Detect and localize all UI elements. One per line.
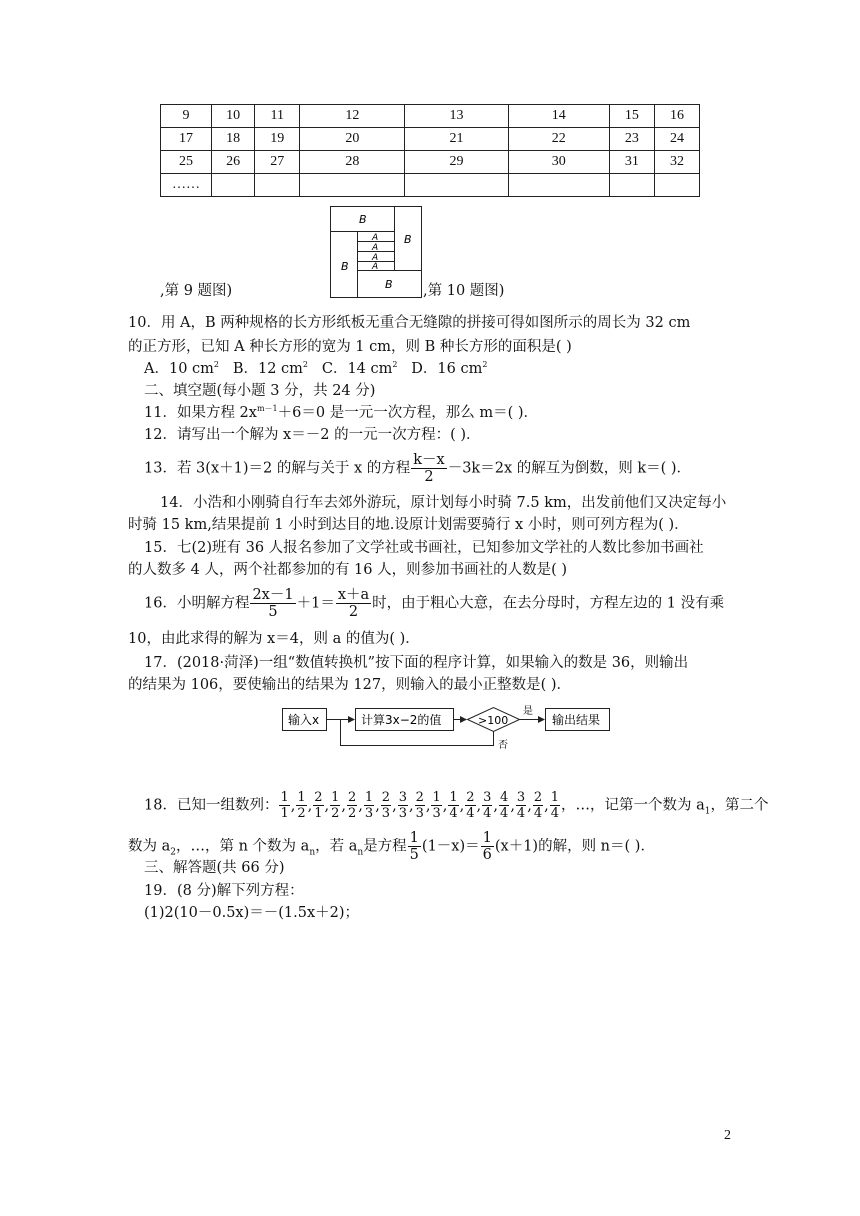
- section-3-heading: 三、解答题(共 66 分): [144, 860, 285, 876]
- table-cell: [300, 174, 405, 197]
- table-cell: [405, 174, 508, 197]
- sequence-fraction: $\frac{1}{4}$: [449, 790, 458, 821]
- table-cell: 19: [255, 128, 300, 151]
- table-cell: 32: [654, 151, 699, 174]
- q12: 12．请写出一个解为 x＝－2 的一元一次方程：( )．: [144, 427, 481, 443]
- table-cell: 22: [508, 128, 609, 151]
- sequence-fraction: $\frac{3}{3}$: [398, 790, 407, 821]
- table-cell: 23: [609, 128, 654, 151]
- q14-line1: 14．小浩和小刚骑自行车去郊外游玩，原计划每小时骑 7.5 km，出发前他们又决定每小: [160, 495, 727, 511]
- table-cell: 12: [300, 105, 405, 128]
- table-row: [161, 128, 700, 151]
- caption-fig10: ,第 10 题图): [423, 283, 505, 299]
- table-cell: [654, 174, 699, 197]
- table-cell: 11: [255, 105, 300, 128]
- flow-yes-label: 是: [523, 706, 533, 717]
- table-cell: 17: [161, 128, 212, 151]
- sequence-fraction: $\frac{2}{4}$: [466, 790, 475, 821]
- table-cell: [609, 174, 654, 197]
- table-cell: ……: [161, 174, 212, 197]
- q17-line1: 17．(2018·菏泽)一组“数值转换机”按下面的程序计算，如果输入的数是 36，则输出: [144, 655, 689, 671]
- table-cell: 16: [654, 105, 699, 128]
- table-cell: 9: [161, 105, 212, 128]
- q15-line2: 的人数多 4 人，两个社都参加的有 16 人，则参加书画社的人数是( ): [128, 562, 568, 578]
- flow-input-label: 输入x: [288, 713, 320, 727]
- table-cell: 25: [161, 151, 212, 174]
- sequence-fraction: $\frac{2}{4}$: [533, 790, 543, 821]
- q19-part1: (1)2(10－0.5x)＝－(1.5x＋2)；: [144, 905, 360, 921]
- table-cell: [508, 174, 609, 197]
- flow-no-label: 否: [498, 740, 508, 751]
- table-cell: 15: [609, 105, 654, 128]
- flow-condition-label: >100: [478, 714, 509, 727]
- flow-compute-label: 计算3x−2的值: [361, 713, 442, 727]
- q18-sequence: $\frac{1}{1}$ , $\frac{1}{2}$ , $\frac{2}{1}$ , $\frac{1}{2}$ , $\frac{2}{2}$ , $\frac{1}{3}$ , $\frac{2}{3}$ , $\frac{3}{3}$ , $\frac{2}{3}$ , $\frac{1}{3}$ , $\frac{1}{4}$ , $\frac{2}{4}$ , $\frac{3}{4}$ , $\frac{4}{4}$ , $\frac{3}{4}$ , $\frac{2}{4}$ , $\frac{1}{4}$: [280, 790, 559, 821]
- label-b-left: B: [341, 260, 349, 273]
- table-cell: 20: [300, 128, 405, 151]
- sequence-fraction: $\frac{2}{3}$: [381, 790, 391, 821]
- sequence-fraction: $\frac{2}{3}$: [415, 790, 424, 821]
- sequence-fraction: $\frac{1}{4}$: [550, 790, 559, 821]
- label-b-top: B: [359, 213, 367, 226]
- flow-output-label: 输出结果: [552, 713, 601, 727]
- q10-option-c: C．14 cm: [321, 361, 393, 377]
- sequence-fraction: $\frac{1}{2}$: [297, 790, 306, 821]
- caption-fig9: ,第 9 题图): [160, 283, 233, 299]
- table-cell: 30: [508, 151, 609, 174]
- label-a-2: A: [372, 243, 379, 253]
- section-2-heading: 二、填空题(每小题 3 分，共 24 分): [144, 383, 376, 399]
- sequence-fraction: $\frac{4}{4}$: [500, 790, 509, 821]
- q15-line1: 15．七(2)班有 36 人报名参加了文学社或书画社，已知参加文学社的人数比参加书画社: [144, 540, 704, 556]
- q19: 19．(8 分)解下列方程：: [144, 883, 304, 899]
- sequence-fraction: $\frac{1}{3}$: [364, 790, 374, 821]
- table-row: [161, 151, 700, 174]
- label-a-3: A: [372, 253, 379, 263]
- sequence-fraction: $\frac{2}{2}$: [348, 790, 357, 821]
- q13: 13．若 3(x＋1)＝2 的解与关于 x 的方程 $\frac{k-x}{2}$ －3k＝2x 的解互为倒数，则 k＝( )．: [144, 452, 692, 485]
- sequence-fraction: $\frac{1}{2}$: [331, 790, 340, 821]
- table-cell: [255, 174, 300, 197]
- q18-line1: 18．已知一组数列： $\frac{1}{1}$ , $\frac{1}{2}$ , $\frac{2}{1}$ , $\frac{1}{2}$ , $\frac{2}{2}$ , $\frac{1}{3}$ , $\frac{2}{3}$ , $\frac{3}{3}$ , $\frac{2}{3}$ , $\frac{1}{3}$ , $\frac{1}{4}$ , $\frac{2}{4}$ , $\frac{3}{4}$ , $\frac{4}{4}$ , $\frac{3}{4}$ , $\frac{2}{4}$ , $\frac{1}{4}$ ，…，记第一个数为 $a_1$，第二个: [144, 790, 769, 821]
- sequence-fraction: $\frac{1}{3}$: [432, 790, 441, 821]
- table-cell: 31: [609, 151, 654, 174]
- sequence-fraction: $\frac{3}{4}$: [516, 790, 526, 821]
- flowchart: [280, 700, 620, 752]
- q10-option-d: D．16 cm: [411, 361, 483, 377]
- q14-line2: 时骑 15 km,结果提前 1 小时到达目的地.设原计划需要骑行 x 小时，则可列方程为( )．: [128, 517, 689, 533]
- sequence-fraction: $\frac{3}{4}$: [483, 790, 492, 821]
- table-cell: 21: [405, 128, 508, 151]
- number-table: [160, 104, 700, 197]
- sequence-fraction: $\frac{1}{1}$: [280, 790, 289, 821]
- label-a-1: A: [372, 233, 379, 243]
- q10-line1: 10．用 A，B 两种规格的长方形纸板无重合无缝隙的拼接可得如图所示的周长为 32 cm: [128, 315, 691, 331]
- sequence-fraction: $\frac{2}{1}$: [314, 790, 323, 821]
- table-cell: 18: [212, 128, 255, 151]
- q10-option-b: B．12 cm: [232, 361, 303, 377]
- q16-line1: 16．小明解方程 $\frac{2x-1}{5}$ ＋1＝ $\frac{x+a}{2}$ 时，由于粗心大意，在去分母时，方程左边的 1 没有乘: [144, 587, 725, 620]
- q10-line2: 的正方形，已知 A 种长方形的宽为 1 cm，则 B 种长方形的面积是( ): [128, 339, 572, 355]
- page-number: 2: [724, 1128, 731, 1143]
- q18-line2: 数为 $a_2$，…，第 n 个数为 $a_n$，若 $a_n$是方程 $\frac{1}{5}$ (1－x)＝ $\frac{1}{6}$ (x＋1)的解，则 n＝( )．: [128, 830, 655, 863]
- label-a-4: A: [372, 262, 379, 272]
- table-row: [161, 174, 700, 197]
- label-b-right: B: [404, 233, 412, 246]
- table-cell: [212, 174, 255, 197]
- table-cell: 13: [405, 105, 508, 128]
- label-b-bottom: B: [385, 278, 393, 291]
- table-cell: 26: [212, 151, 255, 174]
- table-cell: 27: [255, 151, 300, 174]
- table-cell: 10: [212, 105, 255, 128]
- q16-line2: 10，由此求得的解为 x＝4，则 a 的值为( )．: [128, 631, 420, 647]
- table-cell: 14: [508, 105, 609, 128]
- figure-10-diagram: [330, 206, 422, 298]
- table-cell: 28: [300, 151, 405, 174]
- table-cell: 29: [405, 151, 508, 174]
- table-cell: 24: [654, 128, 699, 151]
- q10-options: A．10 $cm^2$ B．12 $cm^2$ C．14 $cm^2$ D．16 $cm^2$: [144, 360, 488, 377]
- table-row: [161, 105, 700, 128]
- q17-line2: 的结果为 106，要使输出的结果为 127，则输入的最小正整数是( )．: [128, 677, 571, 693]
- q10-option-a: A．10 cm: [144, 361, 214, 377]
- q11: 11．如果方程 $2x^{m-1}+6=0$ 是一元一次方程，那么 m＝( )．: [144, 404, 538, 421]
